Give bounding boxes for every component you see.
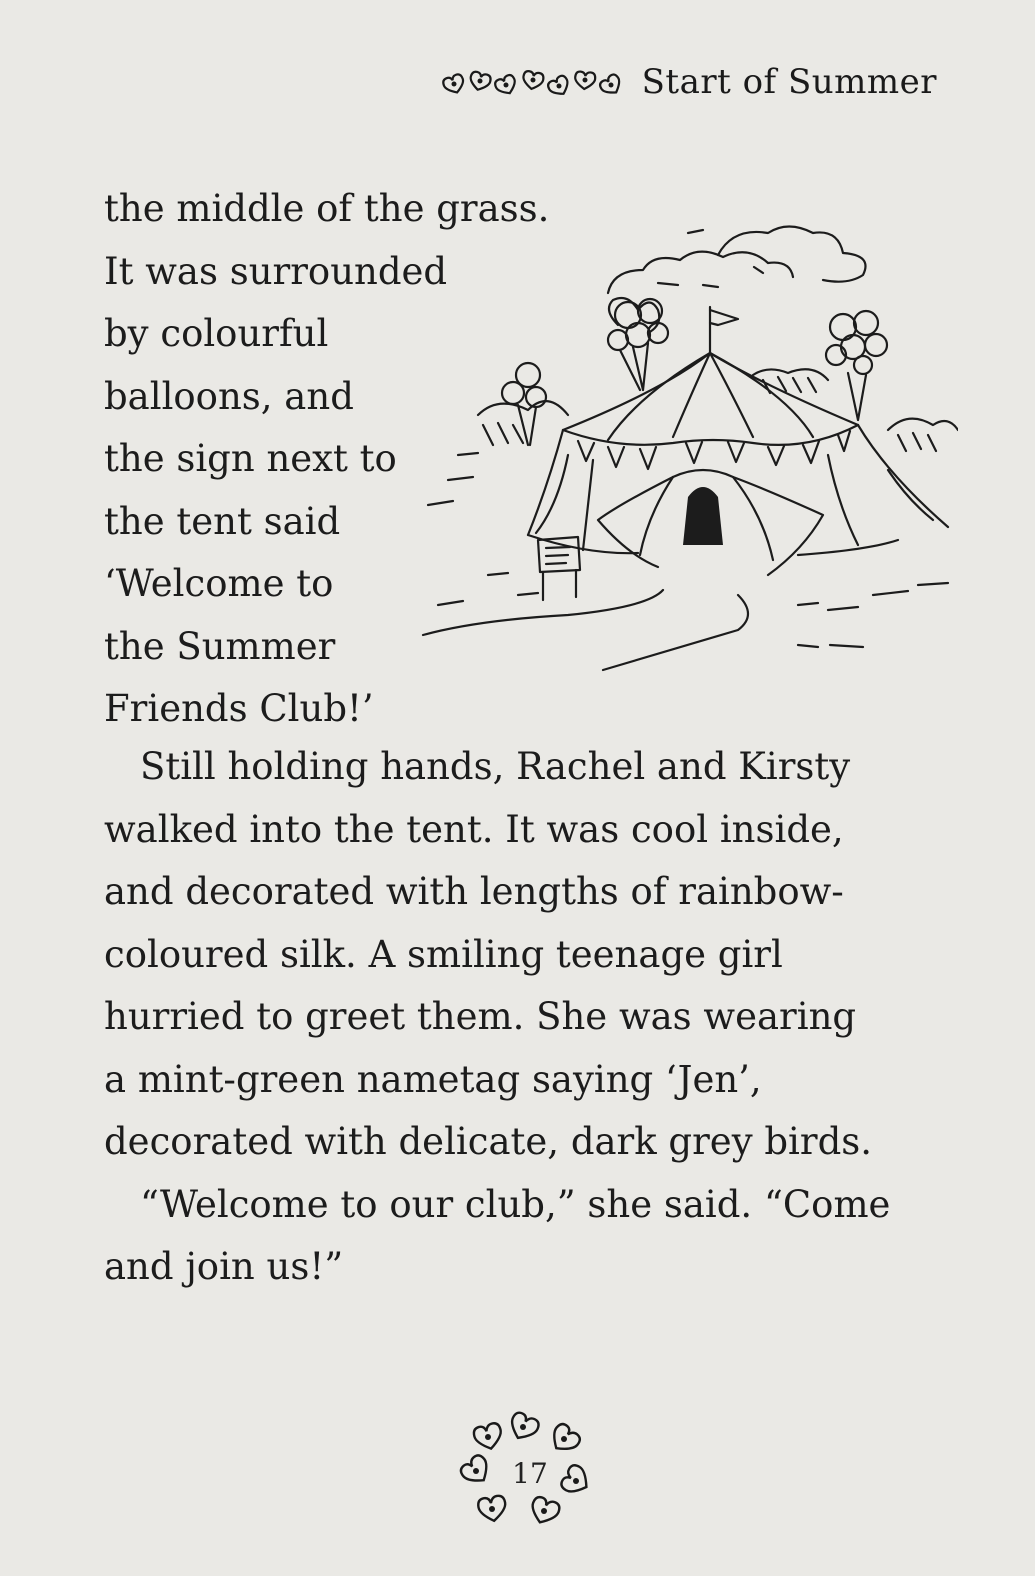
body-line: and decorated with lengths of rainbow- bbox=[104, 870, 844, 913]
full-width-text-block bbox=[104, 736, 944, 1299]
hearts-garland-icon bbox=[438, 67, 628, 97]
body-line: coloured silk. A smiling teenage girl bbox=[104, 932, 783, 976]
body-line: the tent said bbox=[104, 499, 341, 543]
body-line: and join us!” bbox=[104, 1245, 344, 1288]
body-line: “Welcome to our club,” she said. “Come bbox=[140, 1182, 891, 1226]
body-line: Friends Club!’ bbox=[104, 687, 374, 730]
page-number: 17 bbox=[512, 1457, 548, 1490]
body-line: the sign next to bbox=[104, 437, 397, 480]
body-line: hurried to greet them. She was wearing bbox=[104, 995, 857, 1038]
running-head-title: Start of Summer bbox=[641, 62, 937, 102]
page-folio bbox=[455, 1405, 605, 1555]
body-line: the Summer bbox=[104, 624, 336, 668]
body-line: walked into the tent. It was cool inside, bbox=[104, 807, 844, 851]
body-line: by colourful bbox=[104, 312, 329, 355]
body-line: a mint-green nametag saying ‘Jen’, bbox=[104, 1057, 762, 1101]
body-line: ‘Welcome to bbox=[104, 562, 334, 605]
body-line: the middle of the grass. bbox=[104, 187, 550, 230]
body-line: It was surrounded bbox=[104, 249, 448, 293]
body-line: balloons, and bbox=[104, 374, 354, 418]
circus-tent-illustration-icon bbox=[418, 215, 958, 680]
body-line: Still holding hands, Rachel and Kirsty bbox=[140, 745, 851, 788]
body-line: decorated with delicate, dark grey birds. bbox=[104, 1120, 873, 1163]
running-head bbox=[438, 62, 937, 102]
